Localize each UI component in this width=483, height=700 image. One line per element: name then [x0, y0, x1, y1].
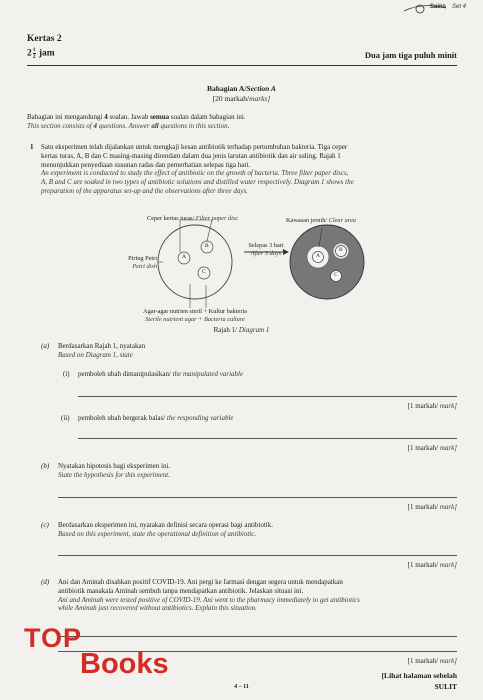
diagram-caption: Rajah 1/ Diagram 1 — [213, 326, 270, 334]
sulit-label: SULIT — [434, 682, 457, 691]
disc-b-after-letter: B — [339, 247, 343, 253]
answer-line-b[interactable] — [58, 497, 457, 498]
next-page-note: [Lihat halaman sebelah — [381, 671, 457, 680]
qb-label: (b) — [41, 462, 50, 470]
series-logo — [402, 3, 476, 14]
question-number: 1 — [30, 143, 34, 151]
qa-i-label: (i) — [63, 370, 70, 378]
marks-aii: [1 markah/ mark] — [407, 444, 457, 452]
marks-d: [1 markah/ mark] — [407, 657, 457, 665]
answer-line-aii[interactable] — [78, 438, 457, 439]
page-number: 4 – 11 — [234, 684, 249, 690]
watermark-top: TOP — [24, 623, 83, 653]
disc-c-after-letter: C — [334, 272, 338, 278]
qa-i-text: pemboleh ubah dimanipulasikan/ the manipulated variable — [78, 370, 244, 378]
qa-ii-label: (ii) — [61, 414, 70, 422]
section-marks: [20 markah/marks] — [212, 94, 271, 103]
qc-stem: Berdasarkan eksperimen ini, nyatakan definisi secara operasi bagi antibiotik. Based on this experiment, state the operational definition of antibiotic. — [58, 521, 273, 538]
disc-a-after-letter: A — [316, 253, 320, 259]
book-title: Sains — [430, 4, 447, 10]
header-rule — [27, 65, 457, 66]
question-1-stem: Satu eksperimen telah dijalankan untuk mengkaji kesan antibiotik terhadap pertumbuhan bakteria. Tiga ceper kertas turas, A, B dan C masing-masing direndam dalam dua jenis larutan antibiotik dan air suling. Rajah 1 menunjukkan penyediaan susunan radas dan pemerhatian selepas tiga hari. An experiment is conducted to study the effect of antibiotic on the growth of bacteria. Three filter paper discs, A, B and C are soaked in two types of antibiotic solutions and distilled water respectively. Diagram 1 shows the preparation of the apparatus set-up and the observations after three days. — [41, 143, 354, 195]
qd-label: (d) — [41, 578, 50, 586]
qb-stem: Nyatakan hipotesis bagi eksperimen ini. State the hypothesis for this experiment. — [58, 462, 171, 479]
answer-line-ai[interactable] — [78, 396, 457, 397]
topbooks-watermark-logo — [22, 622, 177, 684]
section-instructions-en: This section consists of 4 questions. Answer all questions in this section. — [27, 122, 230, 130]
answer-line-c[interactable] — [58, 555, 457, 556]
qc-label: (c) — [41, 521, 49, 529]
marks-ai: [1 markah/ mark] — [407, 402, 457, 410]
paper-duration-fraction: 2 $\frac{1}{2}$ jam — [27, 47, 55, 60]
watermark-books: Books — [80, 648, 169, 680]
qa-label: (a) — [41, 342, 50, 350]
qd-stem: Ani dan Aminah disahkan positif COVID-19. Ani pergi ke farmasi dengan segera untuk mendapatkan antibiotik manakala Aminah sembuh tanpa mendapatkan antibiotik. Jelaskan situasi ini. Ani and Aminah were tested positive of COVID-19. Ani went to the pharmacy immediately to get antibiotics while Aminah just recovered without antibiotics. Explain this situation. — [58, 578, 360, 613]
paper-label: Kertas 2 — [27, 34, 62, 44]
section-instructions-ms: Bahagian ini mengandungi 4 soalan. Jawab semua soalan dalam bahagian ini. — [27, 113, 246, 121]
disc-b-letter: B — [205, 243, 209, 249]
filter-disc-label: Ceper kertas turas/ Filter paper disc — [147, 215, 239, 222]
marks-c: [1 markah/ mark] — [407, 561, 457, 569]
disc-c-letter: C — [202, 269, 206, 275]
marks-b: [1 markah/ mark] — [407, 503, 457, 511]
book-set: Set 4 — [452, 4, 467, 10]
disc-a-letter: A — [182, 254, 186, 260]
petri-dish-label: Piring Petri Petri dish — [128, 255, 157, 270]
qa-ii-text: pemboleh ubah bergerak balas/ the responding variable — [78, 414, 234, 422]
petri-dish-before — [158, 225, 232, 299]
agar-label: Agar-agar nutrien steril + Kultur bakteria Sterile nutrient agar + Bacteria culture — [143, 308, 247, 323]
section-title: Bahagian A/Section A — [207, 84, 276, 93]
paper-duration-text: Dua jam tiga puluh minit — [364, 50, 457, 60]
clear-area-label: Kawasan jernih/ Clear area — [286, 217, 356, 224]
qa-stem: Berdasarkan Rajah 1, nyatakan Based on Diagram 1, state — [58, 342, 146, 359]
after-3-days-label: Selepas 3 hari After 3 days — [248, 242, 284, 257]
